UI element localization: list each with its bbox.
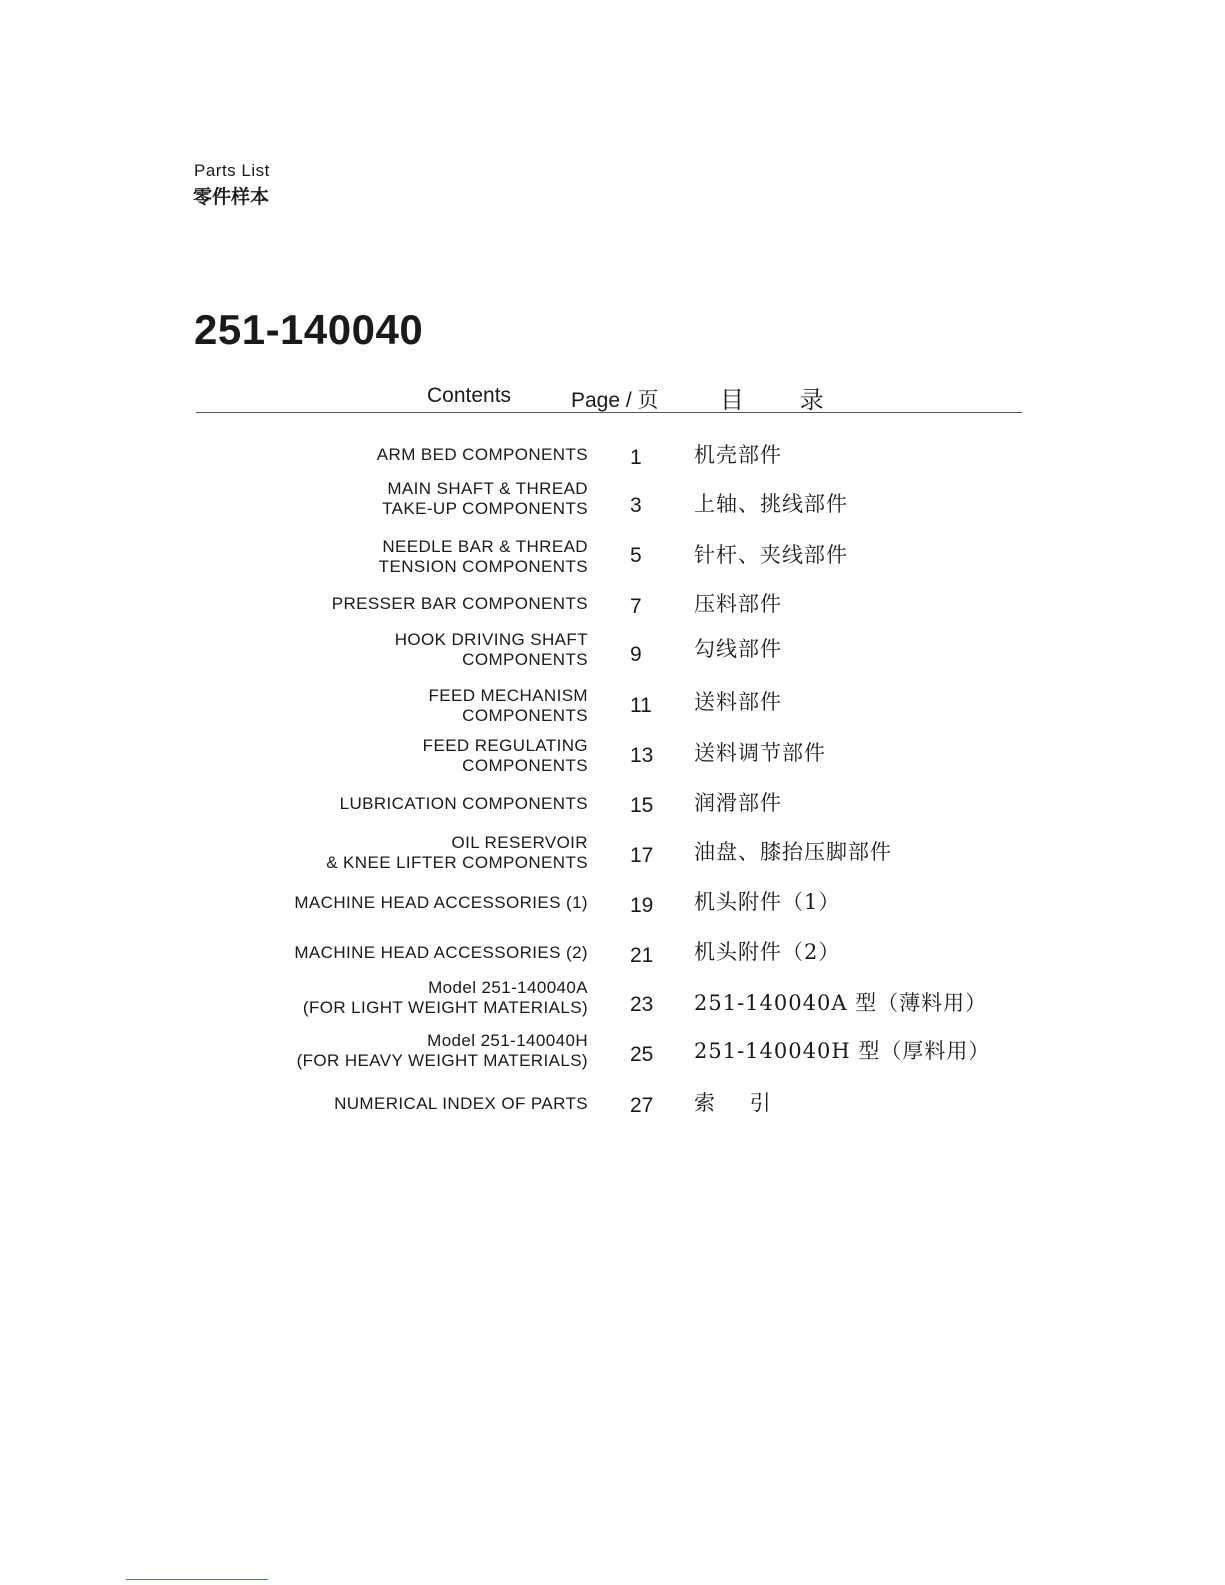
toc-entry-en <box>395 630 588 670</box>
toc-entry-cn: 251-140040A 型（薄料用） <box>694 991 988 1015</box>
toc-entry-cn: 机壳部件 <box>694 443 782 467</box>
toc-entry-en-line: NEEDLE BAR & THREAD <box>382 537 588 556</box>
toc-page-number: 15 <box>630 794 654 817</box>
toc-entry-cn: 机头附件（1） <box>694 890 841 914</box>
toc-entry-cn: 送料调节部件 <box>694 741 826 765</box>
toc-entry-en <box>334 1094 588 1114</box>
toc-entry-en-line: COMPONENTS <box>462 706 588 725</box>
toc-page-number: 17 <box>630 844 654 867</box>
toc-entry-cn: 油盘、膝抬压脚部件 <box>694 840 892 864</box>
toc-entry-en <box>303 978 588 1018</box>
toc-page-number: 1 <box>630 446 642 469</box>
contents-header <box>0 380 1225 412</box>
toc-page-number: 3 <box>630 494 642 517</box>
toc-page-number: 5 <box>630 544 642 567</box>
header-title-cn: 零件样本 <box>193 186 270 208</box>
toc-entry-en <box>423 736 588 776</box>
toc-entry-en-line: & KNEE LIFTER COMPONENTS <box>326 853 588 872</box>
toc-entry-cn: 润滑部件 <box>694 791 782 815</box>
toc-entry-cn: 机头附件（2） <box>694 940 841 964</box>
toc-entry-en-line: (FOR HEAVY WEIGHT MATERIALS) <box>296 1051 588 1070</box>
toc-entry-en <box>297 1031 588 1071</box>
bottom-link-underline <box>126 1579 268 1580</box>
contents-label: Contents <box>427 384 512 407</box>
header-divider <box>196 412 1022 413</box>
toc-page-number: 25 <box>630 1043 654 1066</box>
toc-entry-en-line: TAKE-UP COMPONENTS <box>382 499 588 518</box>
toc-entry-en-line: TENSION COMPONENTS <box>378 557 588 576</box>
toc-page-number: 11 <box>630 694 652 717</box>
toc-entry-en <box>294 943 588 963</box>
toc-entry-cn: 勾线部件 <box>694 637 782 661</box>
toc-entry-cn: 上轴、挑线部件 <box>694 492 848 516</box>
toc-page-number: 19 <box>630 894 654 917</box>
toc-entry-en-line: (FOR LIGHT WEIGHT MATERIALS) <box>302 998 588 1017</box>
toc-page-number: 7 <box>630 595 642 618</box>
toc-page-number: 21 <box>630 944 654 967</box>
toc-entry-cn: 251-140040H 型（厚料用） <box>694 1039 991 1063</box>
toc-page-number: 9 <box>630 643 642 666</box>
toc-entry-en-line: MACHINE HEAD ACCESSORIES (2) <box>294 943 588 962</box>
toc-entry-en-line: OIL RESERVOIR <box>451 833 588 852</box>
header-title-en: Parts List <box>194 161 270 180</box>
toc-entry-en-line: NUMERICAL INDEX OF PARTS <box>334 1094 588 1113</box>
toc-entry-en-line: LUBRICATION COMPONENTS <box>339 794 588 813</box>
toc-entry-cn: 索 引 <box>694 1091 785 1115</box>
toc-entry-cn: 压料部件 <box>694 592 782 616</box>
toc-entry-cn: 针杆、夹线部件 <box>694 543 848 567</box>
page-label: Page / 页 <box>571 389 659 412</box>
toc-page-number: 23 <box>630 993 654 1016</box>
toc-entry-en <box>377 445 588 465</box>
toc-entry-en-line: HOOK DRIVING SHAFT <box>394 630 588 649</box>
mulu-label: 目 录 <box>720 386 848 414</box>
toc-entry-en-line: ARM BED COMPONENTS <box>376 445 588 464</box>
toc-entry-en <box>340 794 588 814</box>
toc-entry-en-line: FEED REGULATING <box>422 736 588 755</box>
toc-entry-en-line: COMPONENTS <box>462 756 588 775</box>
toc-entry-en-line: Model 251-140040H <box>427 1031 588 1050</box>
toc-entry-en <box>379 537 588 577</box>
toc-entry-en <box>428 686 588 726</box>
toc-entry-en <box>332 594 588 614</box>
toc-entry-en-line: COMPONENTS <box>462 650 588 669</box>
toc-entry-en <box>294 893 588 913</box>
toc-entry-en-line: FEED MECHANISM <box>428 686 588 705</box>
toc-entry-en-line: MACHINE HEAD ACCESSORIES (1) <box>294 893 588 912</box>
toc-entry-en <box>326 833 588 873</box>
model-number-title: 251-140040 <box>194 306 424 353</box>
toc-entry-en-line: Model 251-140040A <box>428 978 588 997</box>
toc-entry-en-line: PRESSER BAR COMPONENTS <box>331 594 588 613</box>
toc-entry-cn: 送料部件 <box>694 690 782 714</box>
toc-page-number: 27 <box>630 1094 654 1117</box>
toc-entry-en <box>382 479 588 519</box>
toc-entry-en-line: MAIN SHAFT & THREAD <box>387 479 588 498</box>
toc-page-number: 13 <box>630 744 654 767</box>
